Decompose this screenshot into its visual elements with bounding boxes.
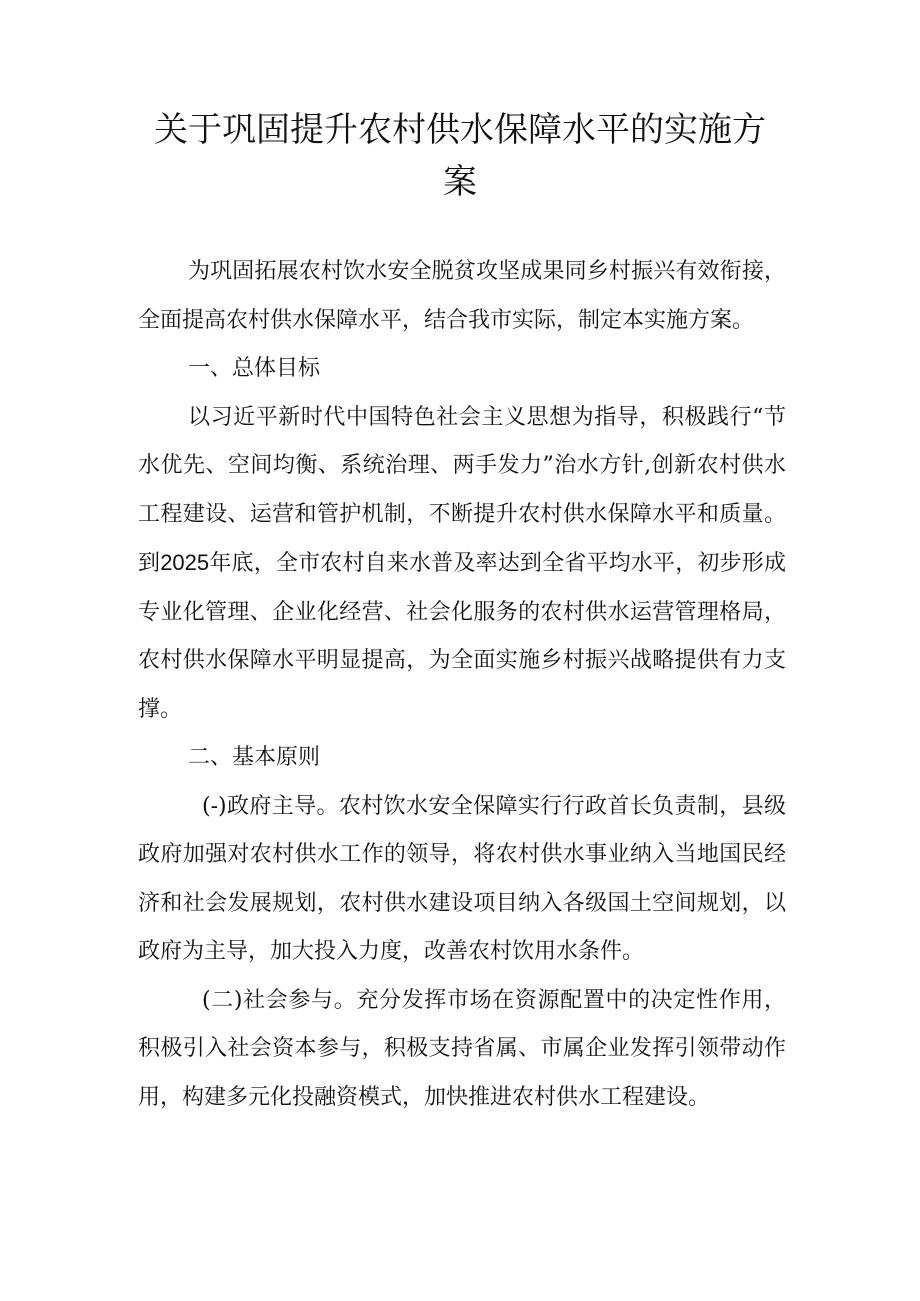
intro-paragraph: 为巩固拓展农村饮水安全脱贫攻坚成果同乡村振兴有效衔接，全面提高农村供水保障水平，结合我市实际，制定本实施方案。 (138, 259, 786, 333)
goals-text-b: 年底，全市农村自来水普及率达到全省平均水平，初步形成专业化管理、企业化经营、社会化服务的农村供水运营管理格局，农村供水保障水平明显提高，为全面实施乡村振兴战略提供有力支撑。 (138, 551, 786, 722)
title-line-2: 案 (443, 162, 477, 202)
document-body (138, 248, 786, 1122)
goals-paragraph (138, 394, 786, 735)
principle-government-led: (-)政府主导。农村饮水安全保障实行行政首长负责制，县级政府加强对农村供水工作的领导，将农村供水事业纳入当地国民经济和社会发展规划，农村供水建设项目纳入各级国土空间规划，以政府为主导，加大投入力度，改善农村饮用水条件。 (138, 793, 786, 964)
section-heading-principles: 二、基本原则 (188, 745, 321, 770)
document-title (120, 104, 800, 208)
goals-year: 2025 (160, 550, 210, 575)
goals-text-a: 以习近平新时代中国特色社会主义思想为指导，积极践行“节水优先、空间均衡、系统治理、两手发力”治水方针,创新农村供水工程建设、运营和管护机制，不断提升农村供水保障水平和质量。到 (138, 404, 786, 576)
title-line-1: 关于巩固提升农村供水保障水平的实施方 (154, 110, 766, 150)
principle-social-participation: (二)社会参与。充分发挥市场在资源配置中的决定性作用，积极引入社会资本参与，积极支持省属、市属企业发挥引领带动作用，构建多元化投融资模式，加快推进农村供水工程建设。 (138, 987, 786, 1110)
section-heading-goals: 一、总体目标 (188, 356, 321, 381)
